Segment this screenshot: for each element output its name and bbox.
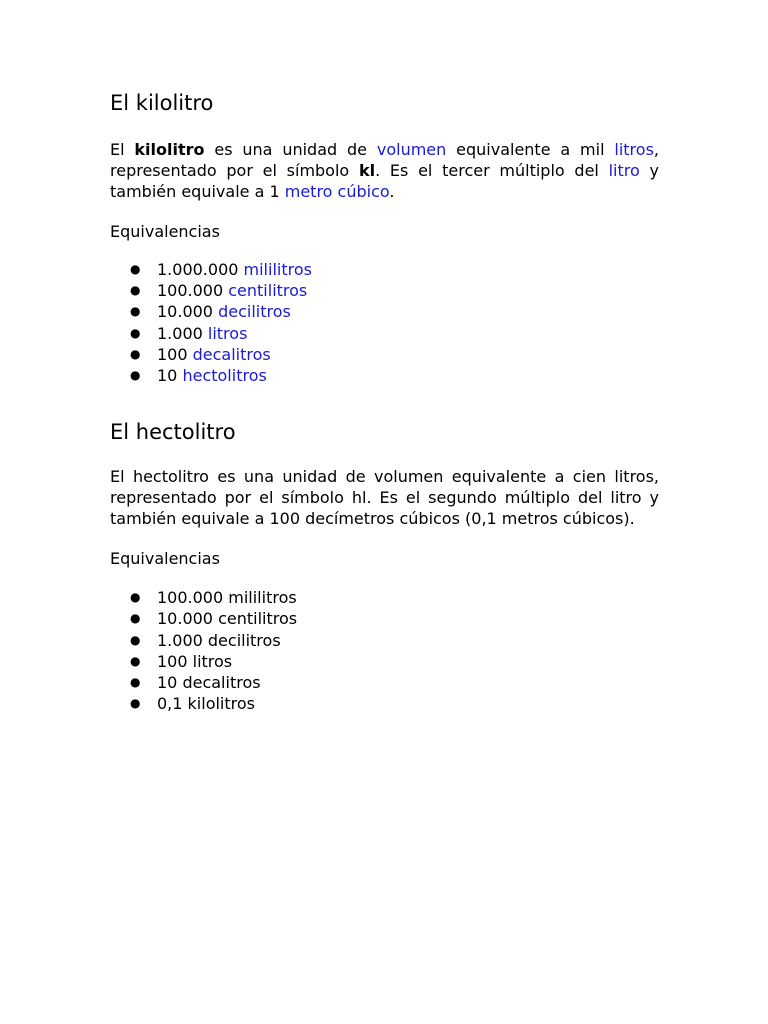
list-item-text: 100 litros [157,651,233,671]
bullet-icon: ● [130,283,141,298]
para-text: , representado por el símbolo [110,140,659,180]
document-page [110,88,659,714]
bullet-icon: ● [130,346,141,361]
list-item-value: 1.000 [157,323,208,343]
list-item-text: 1.000 decilitros [157,630,281,650]
bullet-icon: ● [130,368,141,383]
link-centilitros[interactable]: centilitros [228,281,308,301]
bullet-icon: ● [130,653,141,668]
bullet-icon: ● [130,304,141,319]
list-item [110,608,659,629]
section-title-kilolitro: El kilolitro [110,91,214,115]
list-item-text: 10.000 centilitros [157,609,298,629]
para-text: . [389,182,395,201]
list-item-text: 0,1 kilolitros [157,694,255,714]
subheading-equivalencias: Equivalencias [110,549,220,569]
para-bold-term: kilolitro [134,140,205,159]
list-item [110,630,659,651]
para-text: . Es el tercer múltiplo del [375,161,609,180]
equivalence-list-kilolitro [110,259,659,386]
list-item [110,587,659,608]
list-item [110,323,659,344]
link-litros-item[interactable]: litros [207,323,248,343]
list-item-value: 100 [157,344,193,364]
list-item-value: 10.000 [157,302,219,322]
link-litros[interactable]: litros [614,140,654,159]
list-item [110,651,659,672]
section-paragraph-hectolitro: El hectolitro es una unidad de volumen equivalente a cien litros, representado por el símbolo hl. Es el segundo múltiplo del litro y también equivale a 100 decímetros cúbicos (0,1 metros cúbicos). [110,467,659,529]
para-text: El [110,140,135,159]
link-volumen[interactable]: volumen [376,140,447,159]
list-item-value: 10 [157,366,183,386]
list-item [110,259,659,280]
list-item [110,280,659,301]
bullet-icon: ● [130,611,141,626]
bullet-icon: ● [130,675,141,690]
list-item [110,365,659,386]
para-text: es una unidad de [204,140,377,159]
bullet-icon: ● [130,325,141,340]
list-item-text: 100.000 mililitros [157,588,297,608]
section-title-hectolitro: El hectolitro [110,420,236,445]
section-paragraph-kilolitro [110,139,659,202]
para-bold-symbol: kl [358,161,376,180]
list-item [110,344,659,365]
link-hectolitros[interactable]: hectolitros [182,366,267,386]
list-item [110,672,659,693]
link-metro-cubico[interactable]: metro cúbico [284,182,390,201]
bullet-icon: ● [130,696,141,711]
list-item-value: 1.000.000 [157,260,244,279]
para-text: y también equivale a 1 [110,161,660,201]
list-item-value: 100.000 [157,281,229,301]
list-item [110,693,659,714]
bullet-icon: ● [130,262,141,276]
equivalence-list-hectolitro [110,587,659,714]
list-item-text: 10 decalitros [157,673,261,693]
link-decilitros[interactable]: decilitros [218,302,291,322]
list-item [110,301,659,322]
subheading-equivalencias: Equivalencias [110,222,220,241]
link-mililitros[interactable]: mililitros [243,260,312,279]
para-text: equivalente a mil [446,140,615,159]
link-decalitros[interactable]: decalitros [192,344,271,364]
bullet-icon: ● [130,632,141,647]
link-litro[interactable]: litro [608,161,640,180]
bullet-icon: ● [130,590,141,605]
